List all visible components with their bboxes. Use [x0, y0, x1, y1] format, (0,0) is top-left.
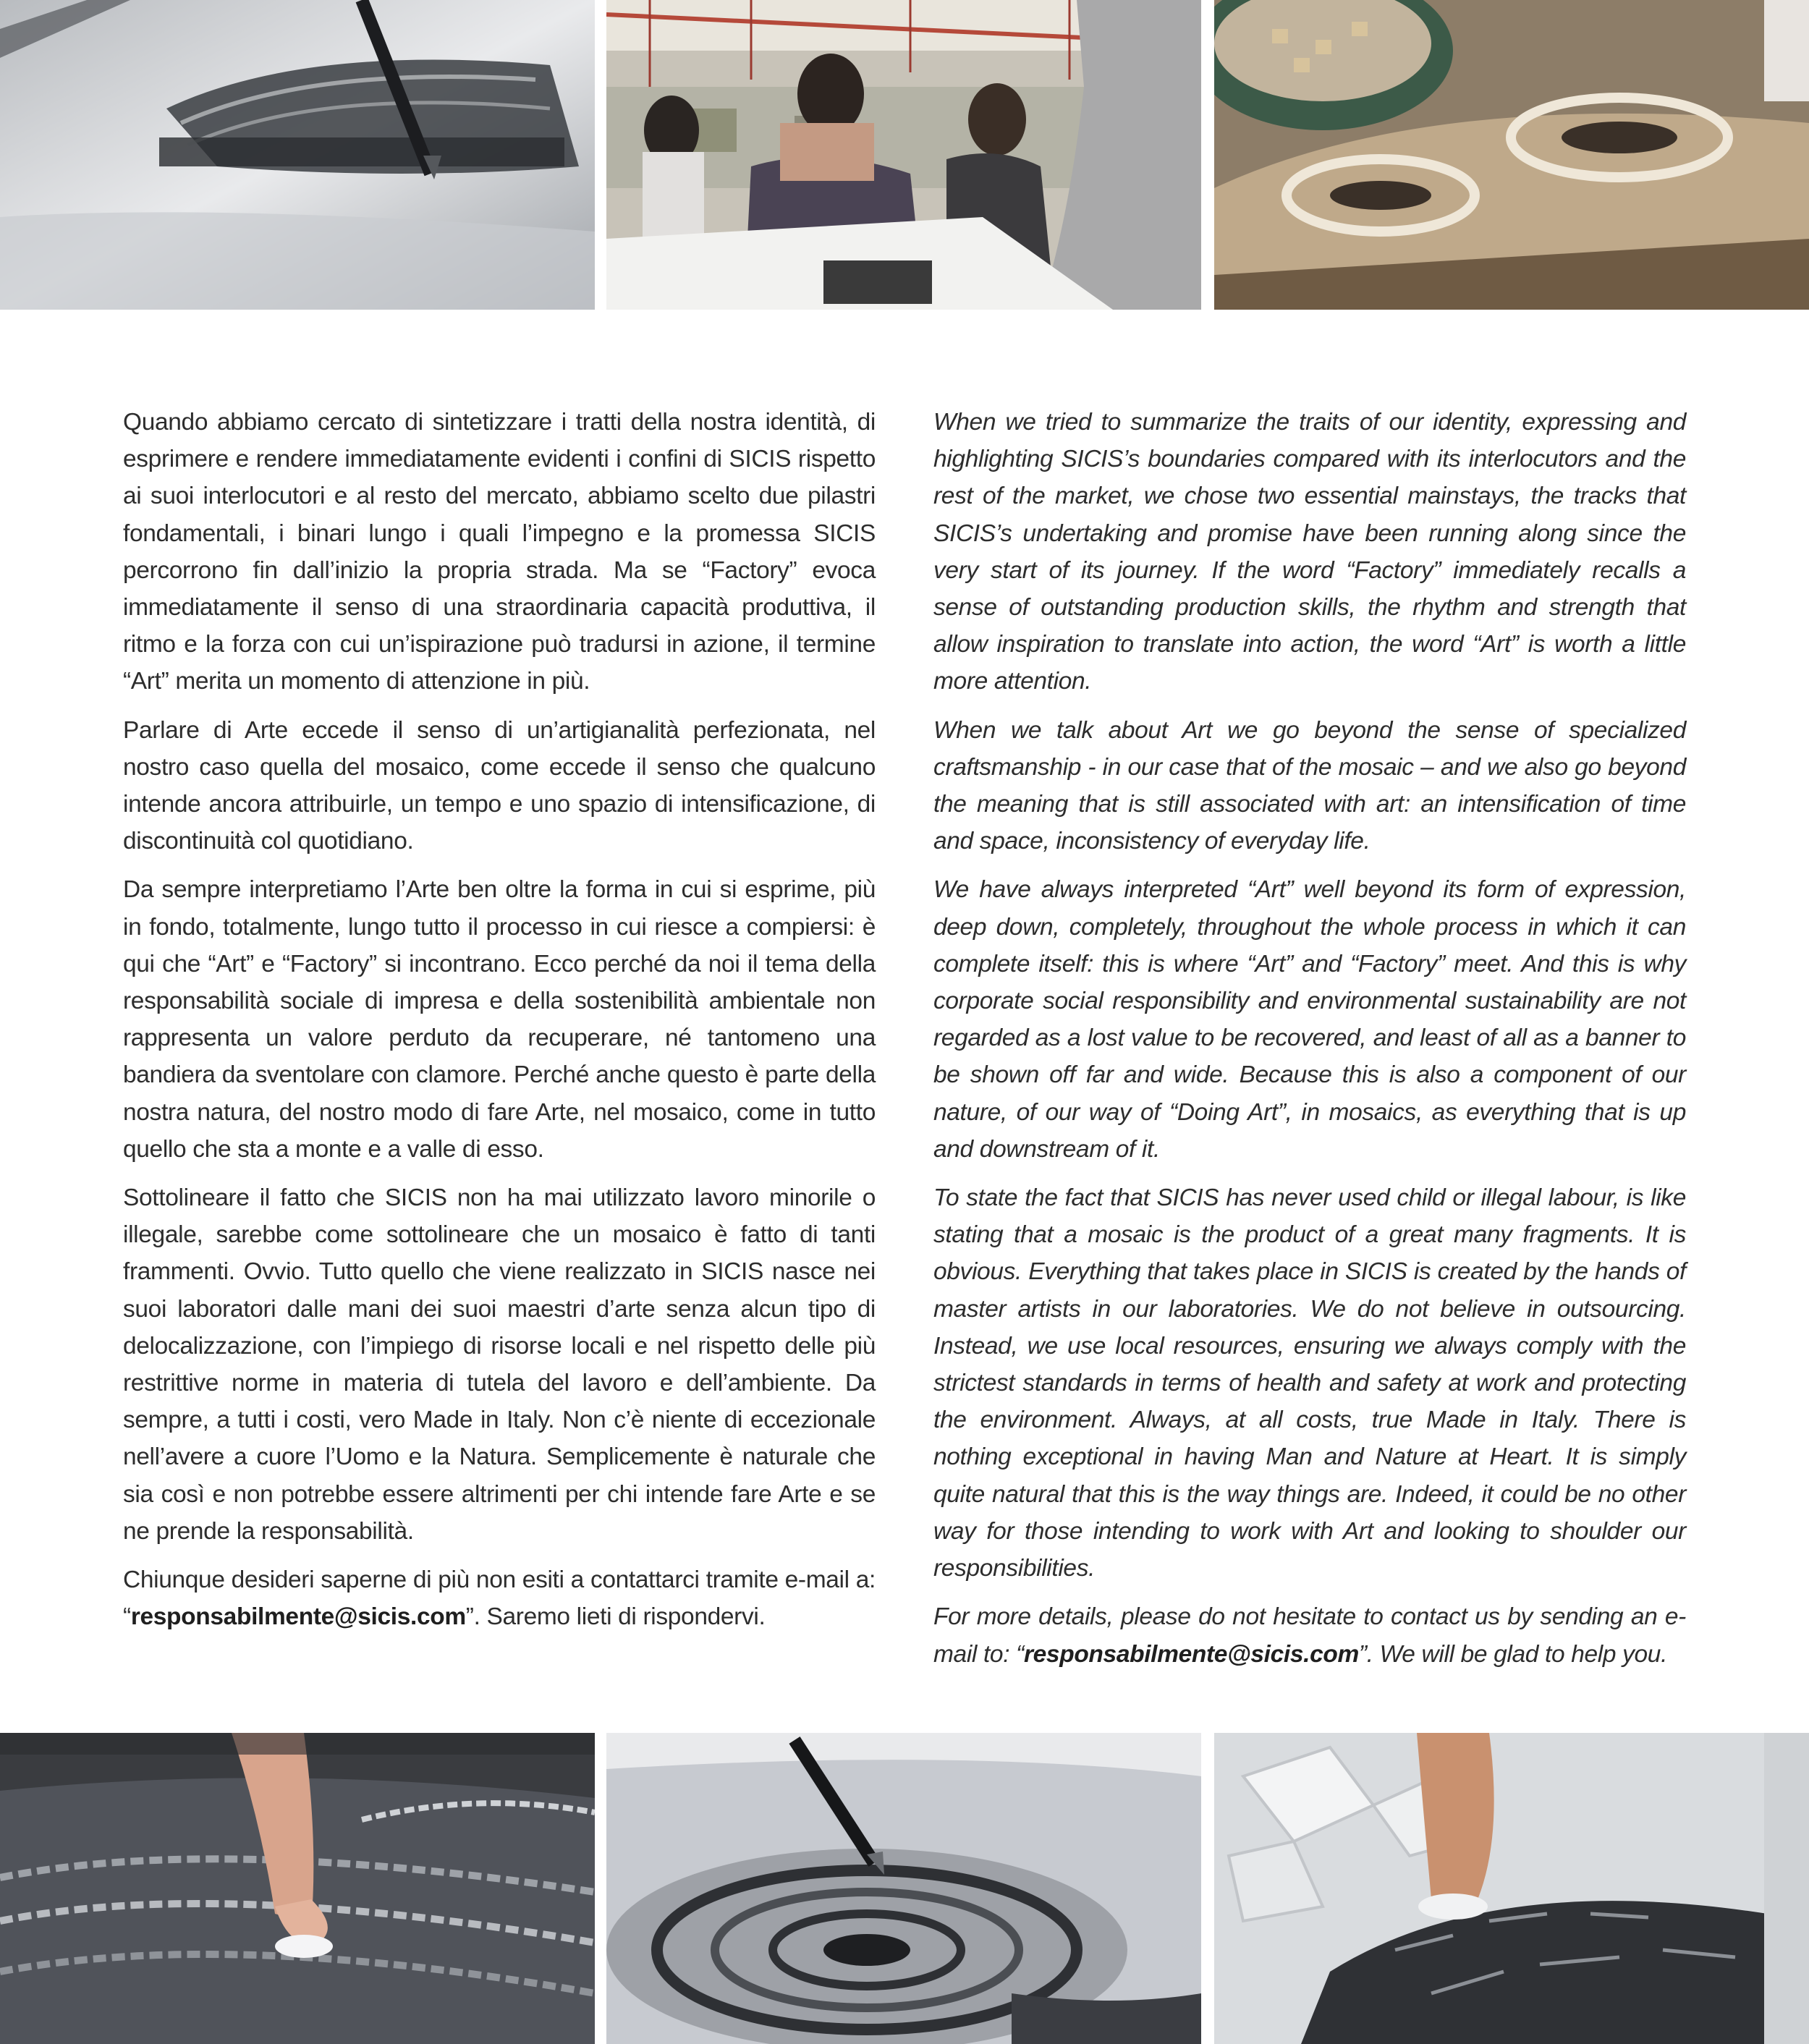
- italian-paragraph-3: Da sempre interpretiamo l’Arte ben oltre la forma in cui si esprime, più in fondo, totalmente, lungo tutto il processo in cui riesce a compiersi: è qui che “Art” e “Factory” si incontrano. Ecco perché da noi il tema della responsabilità sociale di impresa e della sostenibilità ambientale non rappresenta un valore perduto da recuperare, né tantomeno una bandiera da sventolare con clamore. Perché anche questo è parte della nostra natura, del nostro modo di fare Arte, nel mosaico, come in tutto quello che sta a monte e a valle di esso.: [123, 876, 876, 1163]
- english-contact-text: For more details, please do not hesitate to contact us by sending an e-mail to: “: [933, 1603, 1686, 1668]
- italian-paragraph-1: Quando abbiamo cercato di sintetizzare i tratti della nostra identità, di esprimere e rendere immediatamente evidenti i confini di SICIS rispetto ai suoi interlocutori e al resto del mercato, abbiamo scelto due pilastri fondamentali, i binari lungo i quali l’impegno e la promessa SICIS percorrono fin dall’inizio la propria strada. Ma se “Factory” evoca immediatamente il senso di una straordinaria capacità produttiva, il ritmo e la forza con cui un’ispirazione può tradursi in azione, il termine “Art” merita un momento di attenzione in più.: [123, 409, 876, 695]
- english-paragraph-4: To state the fact that SICIS has never used child or illegal labour, is like stating that a mosaic is the product of a great many fragments. It is obvious. Everything that takes place in SICIS is created by the hands of master artists in our laboratories. We do not believe in outsourcing. Instead, we use local resources, ensuring we always comply with the strictest standards in terms of health and safety at work and protecting the environment. Always, at all costs, true Made in Italy. There is nothing exceptional in having Man and Nature at Heart. It is simply quite natural that this is the way things are. Indeed, it could be no other way for those intending to work with Art and looking to shoulder our responsibilities.: [933, 1184, 1686, 1582]
- photo-finger-pressing-tile: [1214, 1733, 1809, 2044]
- english-contact-paragraph: [933, 1598, 1686, 1672]
- photo-mosaic-composition: [1214, 0, 1809, 310]
- english-paragraph-3: We have always interpreted “Art” well beyond its form of expression, deep down, completely, throughout the whole process in which it can complete itself: this is where “Art” and “Factory” meet. And this is why corporate social responsibility and environmental sustainability are not regarded as a lost value to be recovered, and least of all as a banner to be shown off far and wide. Because this is also a component of our nature, of our way of “Doing Art”, in mosaics, as everything that is up and downstream of it.: [933, 876, 1686, 1163]
- english-paragraph-1: When we tried to summarize the traits of our identity, expressing and highlighting SICIS’s boundaries compared with its interlocutors and the rest of the market, we chose two essential mainstays, the tracks that SICIS’s undertaking and promise have been running along since the very start of its journey. If the word “Factory” immediately recalls a sense of outstanding production skills, the rhythm and strength that allow inspiration to translate into action, the word “Art” is worth a little more attention.: [933, 409, 1686, 695]
- photo-artists-workshop: [606, 0, 1201, 310]
- italian-column: [123, 404, 876, 1648]
- english-column: [933, 404, 1686, 1684]
- italian-email-link[interactable]: responsabilmente@sicis.com: [130, 1603, 466, 1631]
- photo-stylus-on-mosaic: [606, 1733, 1201, 2044]
- english-paragraph-2: When we talk about Art we go beyond the sense of specialized craftsmanship - in our case that of the mosaic – and we also go beyond the meaning that is still associated with art: an intensification of time and space, inconsistency of everyday life.: [933, 716, 1686, 855]
- italian-paragraph-2: Parlare di Arte eccede il senso di un’artigianalità perfezionata, nel nostro caso quella del mosaico, come eccede il senso che qualcuno intende ancora attribuirle, un tempo e uno spazio di intensificazione, di discontinuità col quotidiano.: [123, 716, 876, 855]
- english-email-link[interactable]: responsabilmente@sicis.com: [1023, 1640, 1359, 1668]
- italian-contact-closing: ”. Saremo lieti di rispondervi.: [465, 1603, 766, 1631]
- italian-contact-paragraph: [123, 1561, 876, 1635]
- italian-contact-text: Chiunque desideri saperne di più non esiti a contattarci tramite e-mail a: “: [123, 1566, 876, 1631]
- photo-mosaic-drawing: [0, 0, 595, 310]
- photo-hand-placing-tile: [0, 1733, 595, 2044]
- english-contact-closing: ”. We will be glad to help you.: [1358, 1640, 1668, 1668]
- italian-paragraph-4: Sottolineare il fatto che SICIS non ha mai utilizzato lavoro minorile o illegale, sarebbe come sottolineare che un mosaico è fatto di tanti frammenti. Ovvio. Tutto quello che viene realizzato in SICIS nasce nei suoi laboratori dalle mani dei suoi maestri d’arte senza alcun tipo di delocalizzazione, con l’impiego di risorse locali e nel rispetto delle più restrittive norme in materia di tutela del lavoro e dell’ambiente. Da sempre, a tutti i costi, vero Made in Italy. Non c’è niente di eccezionale nell’avere a cuore l’Uomo e la Natura. Semplicemente è naturale che sia così e non potrebbe essere altrimenti per chi intende fare Arte e se ne prende la responsabilità.: [123, 1184, 876, 1545]
